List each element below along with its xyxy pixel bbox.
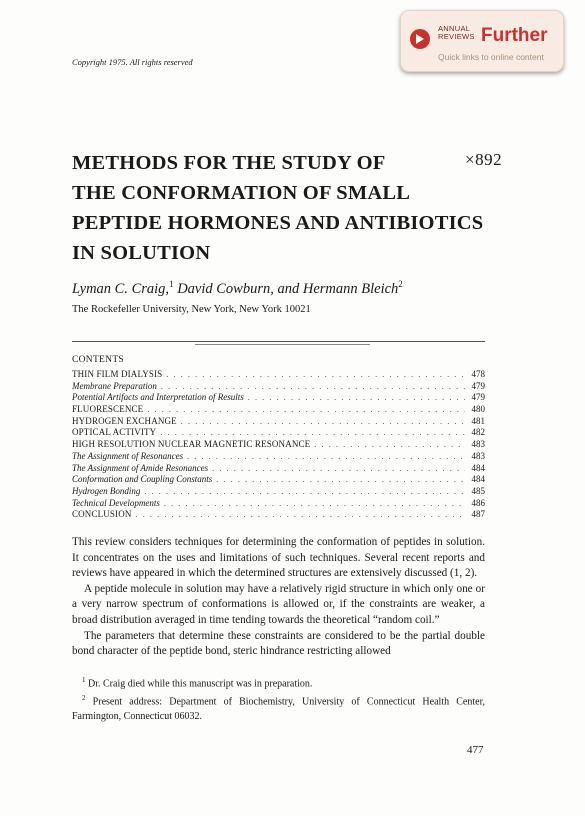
toc-page: 484 xyxy=(471,474,485,485)
title-line: PEPTIDE HORMONES AND ANTIBIOTICS xyxy=(72,212,484,234)
toc-leader xyxy=(187,451,465,463)
toc-page: 481 xyxy=(471,415,485,426)
toc-label: OPTICAL ACTIVITY xyxy=(72,427,157,438)
annual-reviews-brand: ANNUAL REVIEWS xyxy=(438,24,475,41)
title-line: METHODS FOR THE STUDY OF xyxy=(72,152,386,174)
toc-entry[interactable] xyxy=(72,439,485,451)
footnotes xyxy=(72,673,485,724)
toc-page: 480 xyxy=(471,404,485,415)
divider xyxy=(72,341,485,342)
toc-entry[interactable] xyxy=(72,392,485,404)
divider xyxy=(195,344,370,345)
toc-page: 479 xyxy=(471,380,485,391)
paragraph: A peptide molecule in solution may have a relatively rigid structure in which only one or a very narrow spectrum of conformations is allowed or, if the constraints are weaker, a broad distribution averaged in time tending towards the theoretical “random coil.” xyxy=(72,582,485,626)
title-line: IN SOLUTION xyxy=(72,242,211,264)
footnote xyxy=(72,673,485,691)
toc-entry[interactable] xyxy=(72,369,485,381)
footnote-marker: 2 xyxy=(398,279,403,289)
toc-leader xyxy=(164,498,465,510)
contents-heading: CONTENTS xyxy=(72,355,125,365)
copyright-notice: Copyright 1975. All rights reserved xyxy=(72,57,193,67)
body-text xyxy=(72,535,485,660)
toc-entry[interactable] xyxy=(72,486,485,498)
author-name: Lyman C. Craig, xyxy=(72,280,170,297)
toc-label: Membrane Preparation xyxy=(72,380,157,391)
toc-entry[interactable] xyxy=(72,474,485,486)
footnote-marker: 2 xyxy=(82,694,86,703)
article-title xyxy=(72,148,492,268)
toc-leader xyxy=(136,509,465,521)
toc-entry[interactable] xyxy=(72,463,485,475)
toc-label: FLUORESCENCE xyxy=(72,404,144,415)
footnote-marker: 1 xyxy=(169,279,174,289)
toc-label: The Assignment of Amide Resonances xyxy=(72,462,209,473)
toc-page: 478 xyxy=(471,369,485,379)
toc-page: 482 xyxy=(471,427,485,438)
toc-leader xyxy=(314,439,465,451)
toc-entry[interactable] xyxy=(72,451,485,463)
toc-entry[interactable] xyxy=(72,416,485,428)
toc-page: 483 xyxy=(471,450,485,461)
play-arrow-icon xyxy=(410,29,430,49)
annual-reviews-further-badge[interactable] xyxy=(400,10,564,72)
toc-label: Potential Artifacts and Interpretation of Results xyxy=(72,392,244,403)
toc-page: 484 xyxy=(471,462,485,473)
paragraph: The parameters that determine these constraints are considered to be the partial double bond character of the peptide bond, steric hindrance restricting allowed xyxy=(72,629,485,658)
toc-label: HIGH RESOLUTION NUCLEAR MAGNETIC RESONANCE xyxy=(72,439,311,450)
toc-label: The Assignment of Resonances xyxy=(72,450,184,461)
paragraph: This review considers techniques for determining the conformation of peptides in solution. It concentrates on the uses and limitations of such techniques. Several recent reports and reviews have appeared in which the determined structures are extensively discussed (1, 2). xyxy=(72,536,485,580)
toc-leader xyxy=(212,463,465,475)
toc-label: Hydrogen Bonding xyxy=(72,485,141,496)
toc-label: Conformation and Coupling Constants xyxy=(72,474,213,485)
toc-label: HYDROGEN EXCHANGE xyxy=(72,415,177,426)
toc-label: CONCLUSION xyxy=(72,509,132,520)
author-list xyxy=(72,279,403,298)
toc-page: 486 xyxy=(471,497,485,508)
footnote-text: Dr. Craig died while this manuscript was in preparation. xyxy=(85,678,313,690)
toc-page: 485 xyxy=(471,485,485,496)
author-name: David Cowburn, and Hermann Bleich xyxy=(173,280,399,297)
toc-page: 479 xyxy=(471,392,485,403)
toc-entry[interactable] xyxy=(72,427,485,439)
toc-leader xyxy=(216,474,465,486)
toc-leader xyxy=(160,427,465,439)
toc-entry[interactable] xyxy=(72,498,485,510)
catalog-code: ×892 xyxy=(465,150,503,169)
toc-page: 483 xyxy=(471,439,485,450)
toc-entry[interactable] xyxy=(72,509,485,521)
footnote-text: Present address: Department of Biochemistry, University of Connecticut Health Center, Farmington, Connecticut 06032. xyxy=(72,696,485,722)
further-label: Further xyxy=(481,25,548,46)
affiliation: The Rockefeller University, New York, New York 10021 xyxy=(72,304,311,315)
toc-leader xyxy=(181,416,465,428)
toc-entry[interactable] xyxy=(72,404,485,416)
toc-label: THIN FILM DIALYSIS xyxy=(72,369,163,379)
badge-tagline: Quick links to online content xyxy=(438,52,544,62)
page-number: 477 xyxy=(467,744,484,756)
toc-leader xyxy=(144,486,465,498)
toc-leader xyxy=(161,381,465,393)
toc-leader xyxy=(166,369,465,381)
footnote xyxy=(72,691,485,723)
toc-leader xyxy=(248,392,465,404)
toc-label: Technical Developments xyxy=(72,497,160,508)
title-line: THE CONFORMATION OF SMALL xyxy=(72,182,411,204)
table-of-contents xyxy=(72,369,485,521)
toc-entry[interactable] xyxy=(72,381,485,393)
toc-page: 487 xyxy=(471,509,485,520)
toc-leader xyxy=(147,404,465,416)
footnote-marker: 1 xyxy=(82,676,86,684)
